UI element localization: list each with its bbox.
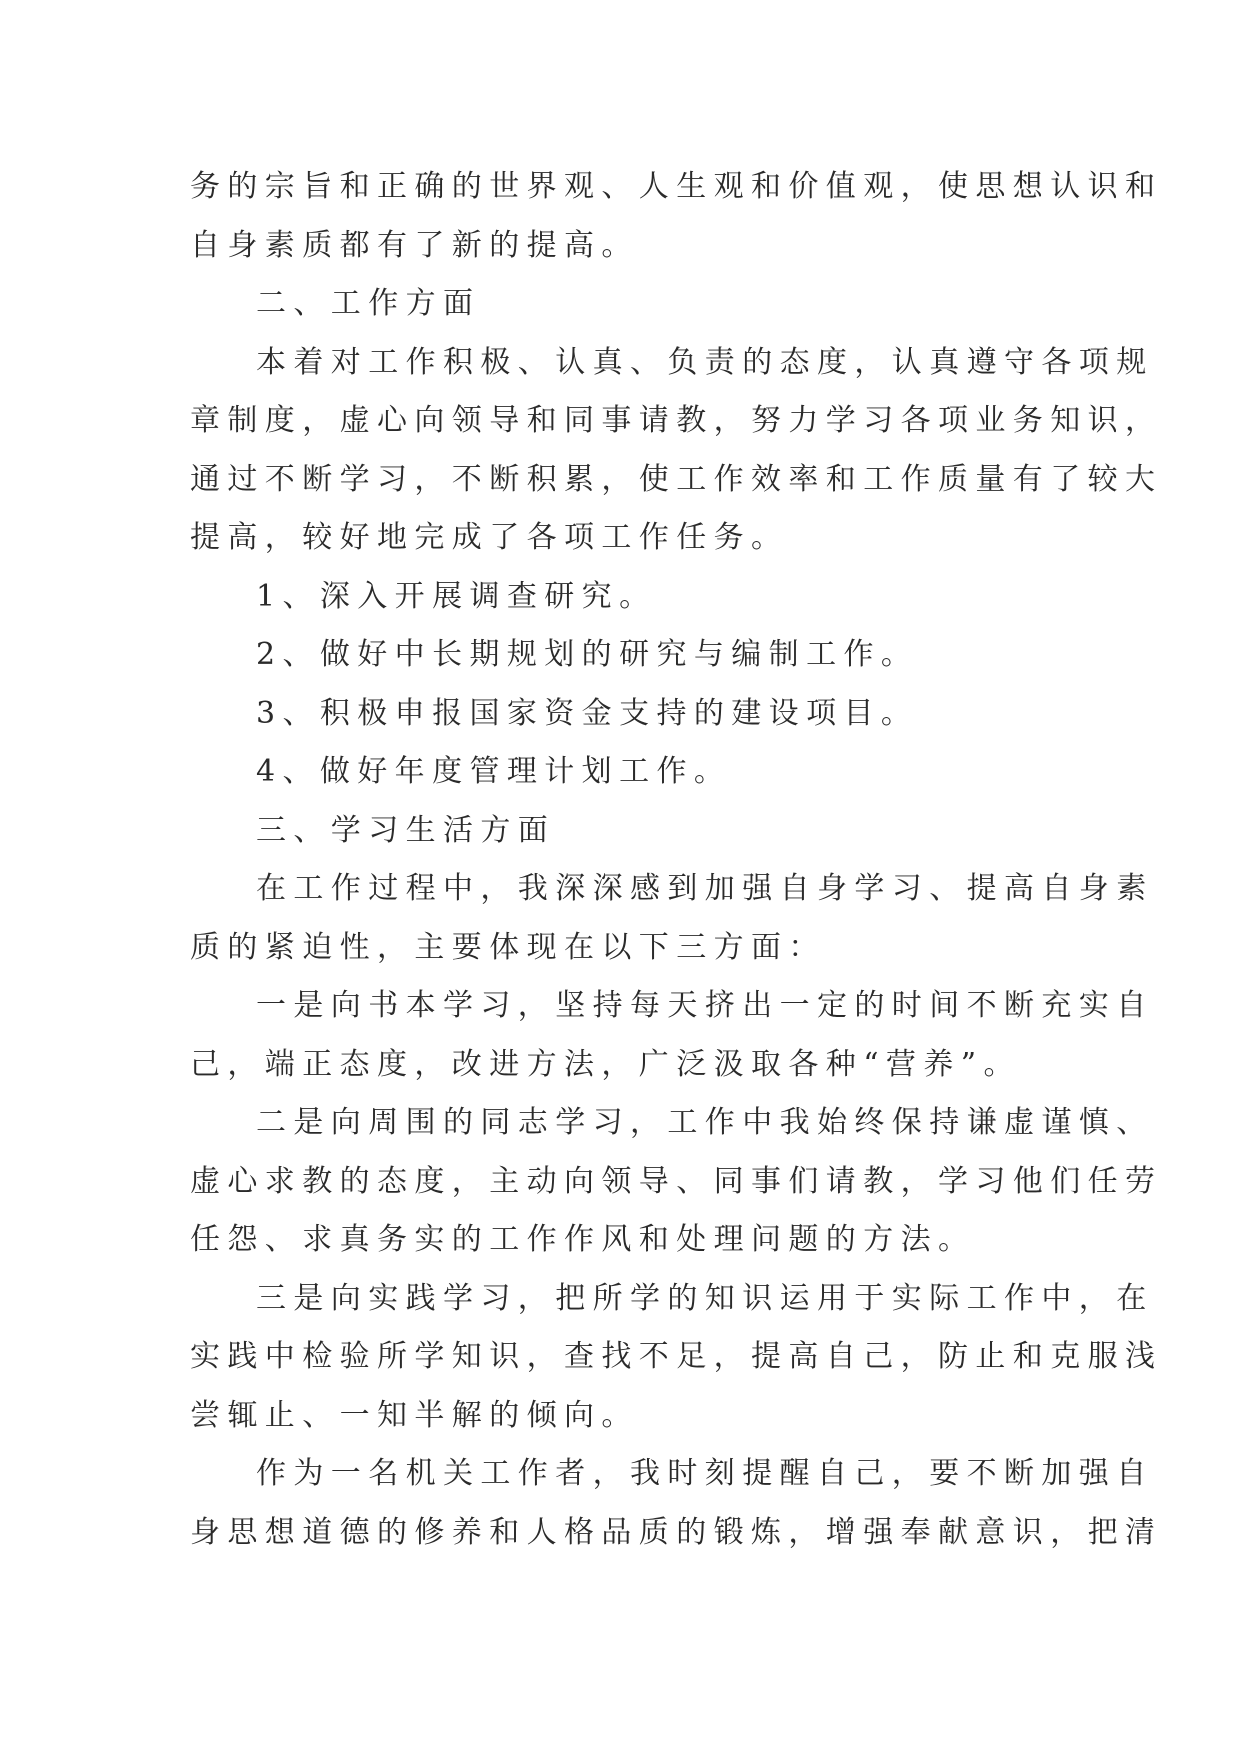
text-line: 提高，较好地完成了各项工作任务。 [190, 520, 789, 555]
text-line: 一是向书本学习，坚持每天挤出一定的时间不断充实自 [256, 988, 1154, 1023]
text-line: 务的宗旨和正确的世界观、人生观和价值观，使思想认识和 [190, 169, 1163, 204]
text-line: 身思想道德的修养和人格品质的锻炼，增强奉献意识，把清 [190, 1514, 1163, 1550]
text-line: 质的紧迫性，主要体现在以下三方面： [190, 929, 826, 965]
text-line: 在工作过程中，我深深感到加强自身学习、提高自身素 [256, 871, 1154, 906]
text-line: 作为一名机关工作者，我时刻提醒自己，要不断加强自 [256, 1456, 1154, 1491]
section-heading: 二、工作方面 [256, 286, 481, 321]
text-line: 三是向实践学习，把所学的知识运用于实际工作中，在 [256, 1280, 1154, 1316]
text-line: 通过不断学习，不断积累，使工作效率和工作质量有了较大 [190, 461, 1163, 497]
text-line: 任怨、求真务实的工作作风和处理问题的方法。 [190, 1222, 976, 1257]
text-line: 自身素质都有了新的提高。 [190, 227, 639, 263]
text-line: 虚心求教的态度，主动向领导、同事们请教，学习他们任劳 [190, 1163, 1163, 1199]
text-line: 己，端正态度，改进方法，广泛汲取各种“营养”。 [190, 1046, 1021, 1082]
document-body [190, 158, 1163, 1562]
text-line: 二是向周围的同志学习，工作中我始终保持谦虚谨慎、 [256, 1105, 1154, 1140]
text-line: 尝辄止、一知半解的倾向。 [190, 1397, 639, 1433]
text-line: 本着对工作积极、认真、负责的态度，认真遵守各项规 [256, 344, 1154, 380]
list-item: 4、做好年度管理计划工作。 [256, 754, 732, 789]
list-item: 2、做好中长期规划的研究与编制工作。 [256, 637, 919, 672]
list-item: 3、积极申报国家资金支持的建设项目。 [256, 695, 919, 731]
text-line: 章制度，虚心向领导和同事请教，努力学习各项业务知识， [190, 403, 1163, 438]
section-heading: 三、学习生活方面 [256, 812, 556, 848]
text-line: 实践中检验所学知识，查找不足，提高自己，防止和克服浅 [190, 1339, 1163, 1374]
list-item: 1、深入开展调查研究。 [256, 578, 657, 614]
